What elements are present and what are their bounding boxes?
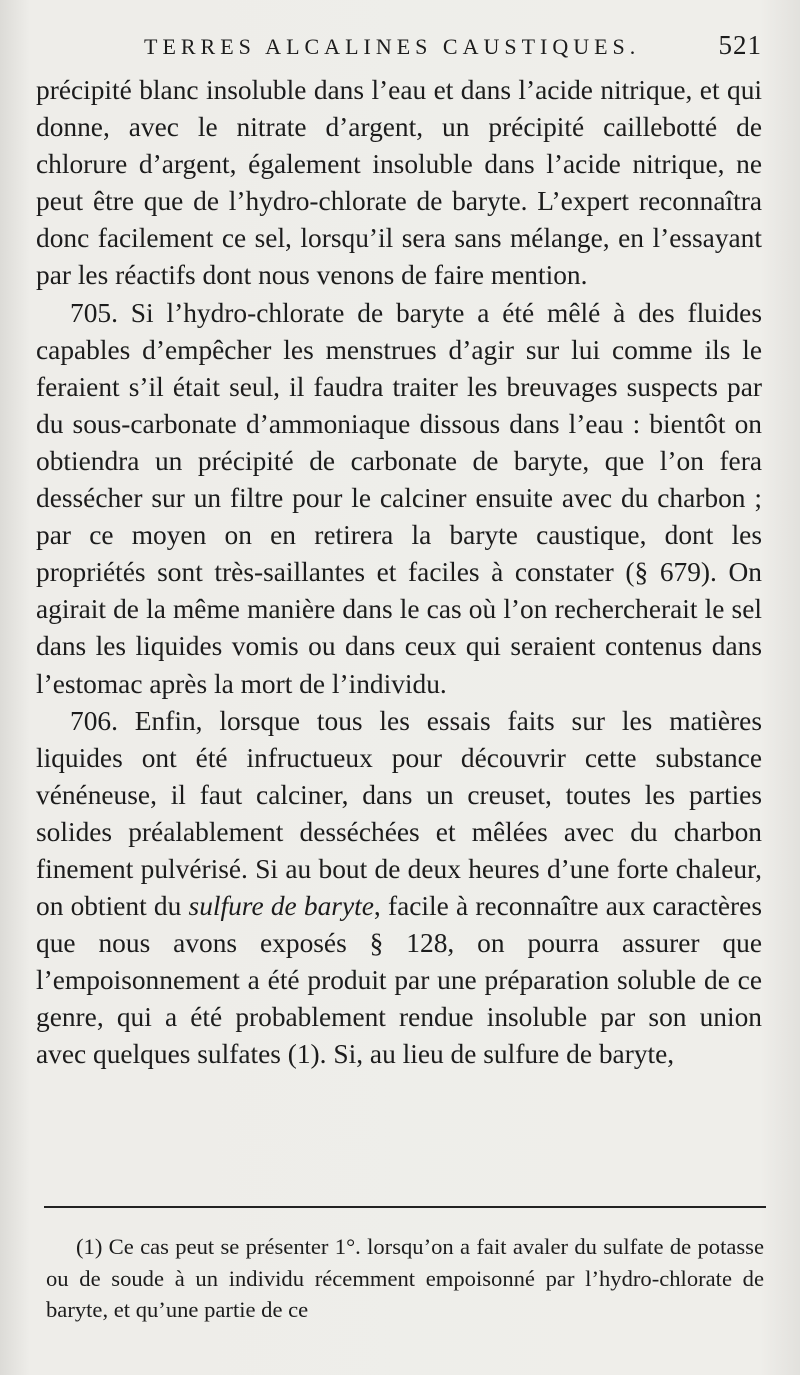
paragraph-706-end: , facile à reconnaître aux caractères que nous avons exposés § 128, on pourra assurer que l’empoisonnement a été produit par une préparation soluble de ce genre, qui a été probablement rendue insoluble par son union avec quelques sulfates (1). Si, au lieu de sulfure de baryte, [36, 891, 762, 1070]
footnote-text: (1) Ce cas peut se présenter 1°. lorsqu’on a fait avaler du sulfate de potasse ou de soude à un individu récemment empoisonné par l’hydro-chlorate de baryte, et qu’une partie de ce [46, 1234, 764, 1322]
footnote [46, 1231, 764, 1326]
paragraph-706-start: 706. Enfin, lorsque tous les essais faits sur les matières liquides ont été infructueux pour découvrir cette substance vénéneuse, il faut calciner, dans un creuset, toutes les parties solides préalablement desséchées et mêlées avec du charbon finement pulvérisé. Si au bout de deux heures d’une forte chaleur, on obtient du [36, 705, 762, 922]
page-number: 521 [718, 30, 762, 60]
footnote-rule [44, 1206, 766, 1208]
paragraph-continuation: précipité blanc insoluble dans l’eau et dans l’acide nitrique, et qui donne, avec le nitrate d’argent, un précipité caillebotté de chlorure d’argent, également insoluble dans l’acide nitrique, ne peut être que de l’hydro-chlorate de baryte. L’expert reconnaîtra donc facilement ce sel, lorsqu’il sera sans mélange, en l’essayant par les réactifs dont nous venons de faire mention. [36, 75, 762, 291]
body-text [36, 72, 762, 1074]
paragraph-705: 705. Si l’hydro-chlorate de baryte a été mêlé à des fluides capables d’empêcher les menstrues d’agir sur lui comme ils le feraient s’il était seul, il faudra traiter les breuvages suspects par du sous-carbonate d’ammoniaque dissous dans l’eau : bientôt on obtiendra un précipité de carbonate de baryte, que l’on fera dessécher sur un filtre pour le calciner ensuite avec du charbon ; par ce moyen on en retirera la baryte caustique, dont les propriétés sont très-saillantes et faciles à constater (§ 679). On agirait de la même manière dans le cas où l’on rechercherait le sel dans les liquides vomis ou dans ceux qui seraient contenus dans l’estomac après la mort de l’individu. [36, 297, 762, 699]
paragraph-706 [36, 703, 762, 1074]
running-head: TERRES ALCALINES CAUSTIQUES. [144, 34, 641, 59]
page-header [120, 30, 762, 66]
italic-term: sulfure de baryte [188, 891, 374, 922]
